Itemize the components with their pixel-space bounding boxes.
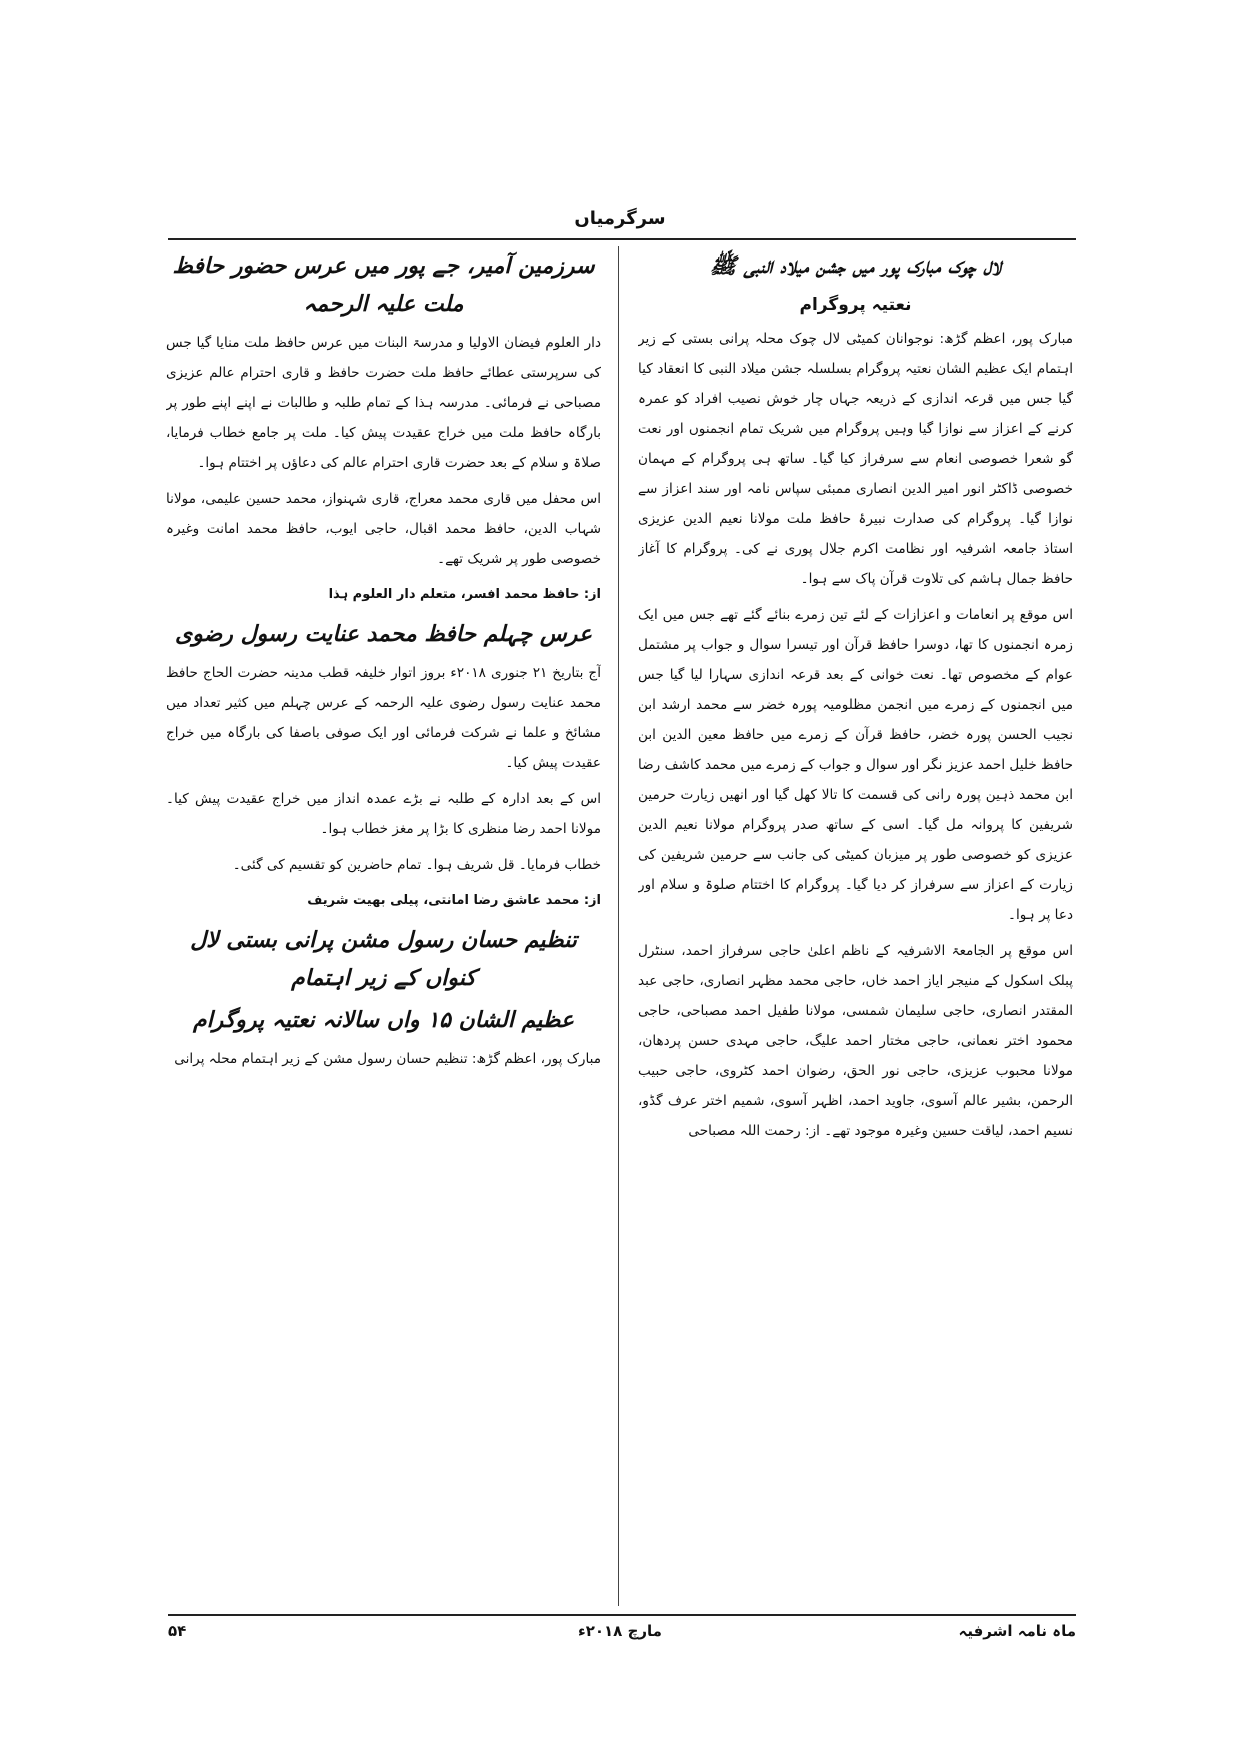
page-number: ۵۴ [168,1622,187,1640]
article-paragraph: اس موقع پر الجامعۃ الاشرفیہ کے ناظم اعلیٰ حاجی سرفراز احمد، سنٹرل پبلک اسکول کے منیجر ایاز احمد خاں، حاجی محمد مظہر انصاری، حاجی عبد المقتدر انصاری، حاجی سلیمان شمسی، مولانا طفیل احمد مصباحی، حاجی محمود اختر نعمانی، حاجی مختار احمد علیگ، حاجی مہدی حسن پردھان، مولانا محبوب عزیزی، حاجی نور الحق، رضوان احمد کٹروی، حاجی حبیب الرحمن، بشیر عالم آسوی، جاوید احمد، اظہر آسوی، شمیم اختر عرف گڈو، نسیم احمد، لیاقت حسین وغیرہ موجود تھے۔ از: رحمت اللہ مصباحی [638,943,1073,1139]
article-subtitle: نعتیہ پروگرام [799,295,912,315]
article-paragraph: دار العلوم فیضان الاولیا و مدرسۃ البنات میں عرس حافظ ملت منایا گیا جس کی سرپرستی عطائے حافظ ملت حضرت حافظ و قاری احترام عالم عزیزی مصباحی نے فرمائی۔ مدرسہ ہذا کے تمام طلبہ و طالبات نے اپنے اپنے طور پر بارگاہ حافظ ملت میں خراج عقیدت پیش کیا۔ ملت پر جامع خطاب فرمایا، صلاۃ و سلام کے بعد حضرت قاری احترام عالم کی دعاؤں پر اختتام ہوا۔ [166,335,601,471]
header-rule [168,238,1076,240]
column-divider [618,246,619,1606]
article-paragraph: مبارک پور، اعظم گڑھ: تنظیم حسان رسول مشن کے زیر اہتمام محلہ پرانی [174,1051,601,1067]
article-title: سرزمین آمیر، جے پور میں عرس حضور حافظ ملت علیہ الرحمہ [172,254,595,317]
left-column [166,248,601,1608]
article-paragraph: خطاب فرمایا۔ قل شریف ہوا۔ تمام حاضرین کو تقسیم کی گئی۔ [232,857,601,873]
magazine-name: ماہ نامہ اشرفیہ [958,1622,1076,1640]
article-paragraph: اس محفل میں قاری محمد معراج، قاری شہنواز، محمد حسین علیمی، مولانا شہاب الدین، حافظ محمد اقبال، حاجی ایوب، حافظ محمد امانت وغیرہ خصوصی طور پر شریک تھے۔ [166,491,601,567]
article-paragraph: مبارک پور، اعظم گڑھ: نوجوانان کمیٹی لال چوک محلہ پرانی بستی کے زیر اہتمام ایک عظیم الشان نعتیہ پروگرام بسلسلہ جشن میلاد النبی کا انعقاد کیا گیا جس میں قرعہ اندازی کے ذریعہ جہاں چار خوش نصیب افراد کو عمرہ کرنے کے اعزاز سے نوازا گیا وہیں پروگرام میں شریک تمام انجمنوں اور نعت گو شعرا خصوصی انعام سے سرفراز کیا گیا۔ ساتھ ہی پروگرام کے مہمان خصوصی ڈاکٹر انور امیر الدین انصاری ممبئی سپاس نامہ اور سند اعزاز سے نوازا گیا۔ پروگرام کی صدارت نبیرۂ حافظ ملت مولانا نعیم الدین عزیزی استاذ جامعہ اشرفیہ اور نظامت اکرم جلال پوری نے کی۔ پروگرام کا آغاز حافظ جمال ہاشم کی تلاوت قرآن پاک سے ہوا۔ [638,331,1073,587]
section-header: سرگرمیاں [574,208,666,229]
right-column [638,248,1073,1608]
footer-rule [168,1614,1076,1616]
article-subtitle: عظیم الشان ۱۵ واں سالانہ نعتیہ پروگرام [192,1008,575,1033]
article-byline: از: حافظ محمد افسر، متعلم دار العلوم ہذا [328,587,601,602]
article-title: عرس چہلم حافظ محمد عنایت رسول رضوی [175,622,592,647]
article-title: تنظیم حسان رسول مشن پرانی بستی لال کنواں کے زیر اہتمام [190,928,577,991]
article-title: لال چوک مبارک پور میں جشن میلاد النبی ﷺ [709,254,1002,279]
article-paragraph: اس موقع پر انعامات و اعزازات کے لئے تین زمرے بنائے گئے تھے جس میں ایک زمرہ انجمنوں کا تھا، دوسرا حافظ قرآن اور تیسرا سوال و جواب پر مشتمل عوام کے مخصوص تھا۔ نعت خوانی کے بعد قرعہ اندازی سہارا لیا گیا جس میں انجمنوں کے زمرے میں انجمن مظلومیہ پورہ خضر سے محمد ارشد ابن نجیب الحسن پورہ خضر، حافظ قرآن کے زمرے میں حافظ معین الدین ابن حافظ خلیل احمد عزیز نگر اور سوال و جواب کے زمرے میں محمد کاشف رضا ابن محمد ذہین پورہ رانی کی قسمت کا تالا کھل گیا اور انھیں زیارت حرمین شریفین کا پروانہ مل گیا۔ اسی کے ساتھ صدر پروگرام مولانا نعیم الدین عزیزی کو خصوصی طور پر میزبان کمیٹی کی جانب سے حرمین شریفین کی زیارت کے اعزاز سے سرفراز کر دیا گیا۔ پروگرام کا اختتام صلوۃ و سلام اور دعا پر ہوا۔ [638,607,1073,923]
article-byline: از: محمد عاشق رضا امانتی، پیلی بھیت شریف [307,893,601,908]
article-paragraph: آج بتاریخ ۲۱ جنوری ۲۰۱۸ء بروز اتوار خلیفہ قطب مدینہ حضرت الحاج حافظ محمد عنایت رسول رضوی علیہ الرحمہ کے عرس چہلم میں کثیر تعداد میں مشائخ و علما نے شرکت فرمائی اور ایک صوفی باصفا کی بارگاہ میں خراج عقیدت پیش کیا۔ [166,665,601,771]
issue-date: مارچ ۲۰۱۸ء [578,1622,662,1640]
article-paragraph: اس کے بعد ادارہ کے طلبہ نے بڑے عمدہ انداز میں خراج عقیدت پیش کیا۔ مولانا احمد رضا منظری کا بڑا پر مغز خطاب ہوا۔ [166,791,601,837]
